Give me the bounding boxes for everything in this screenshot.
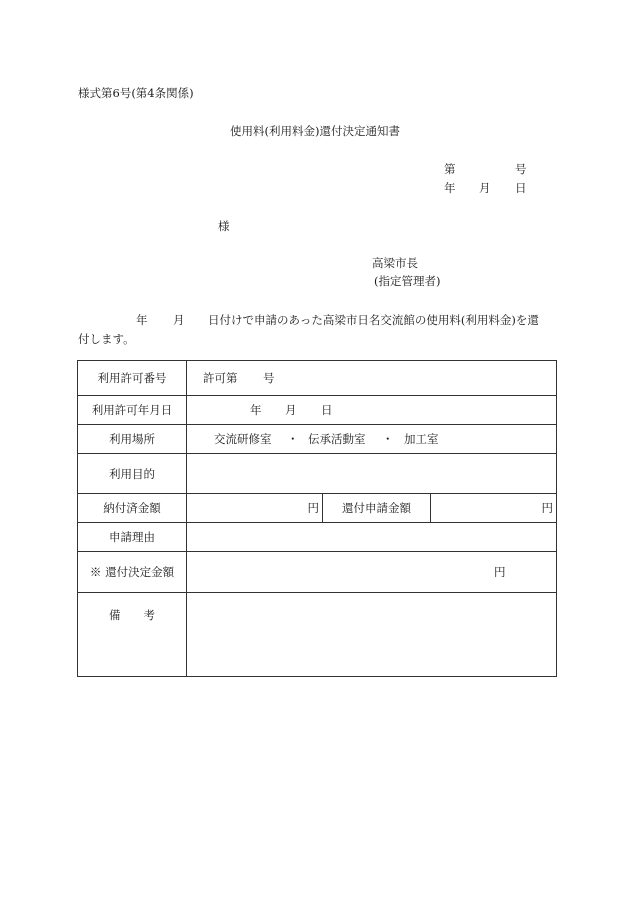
document-number [444,161,527,177]
place-field [187,425,557,454]
permit-number-suffix: 号 [263,371,275,385]
place-option-2[interactable]: 伝承活動室 [308,432,366,446]
permit-date-field[interactable] [187,396,557,425]
issuer-role: (指定管理者) [374,274,441,288]
form-number: 様式第6号(第4条関係) [78,86,194,100]
paid-amount-unit: 円 [307,501,319,515]
refund-request-field[interactable] [431,494,557,523]
row-reason [78,523,557,552]
refund-decision-label: ※ 還付決定金額 [78,552,187,593]
refund-request-label: 還付申請金額 [323,494,431,523]
notification-table [77,360,557,677]
paid-amount-field[interactable] [187,494,323,523]
row-permit-number [78,361,557,396]
place-label: 利用場所 [78,425,187,454]
refund-request-unit: 円 [541,501,554,515]
row-purpose [78,454,557,494]
body-line-1-text: 日付けで申請のあった高梁市日名交流館の使用料(利用料金)を還 [208,313,539,327]
number-prefix: 第 [444,162,456,176]
date-day: 日 [515,181,527,195]
date-month: 月 [479,181,491,195]
issuer-name: 高梁市長 [372,256,418,270]
body-text [78,311,556,349]
place-option-3[interactable]: 加工室 [404,432,439,446]
row-refund-decision [78,552,557,593]
purpose-label: 利用目的 [78,454,187,494]
permit-date-year: 年 [250,403,262,417]
paid-amount-label: 納付済金額 [78,494,187,523]
refund-decision-unit: 円 [494,565,506,579]
permit-number-prefix: 許可第 [203,371,238,385]
remarks-label: 備 考 [78,593,187,677]
permit-date-day: 日 [321,403,333,417]
remarks-field[interactable] [187,593,557,677]
row-amounts [78,494,557,523]
permit-date-label: 利用許可年月日 [78,396,187,425]
document-date [444,180,527,196]
permit-number-label: 利用許可番号 [78,361,187,396]
refund-decision-field[interactable] [187,552,557,593]
reason-label: 申請理由 [78,523,187,552]
body-line-2: 付します。 [78,332,135,346]
place-separator-2: ・ [382,432,394,446]
row-permit-date [78,396,557,425]
row-place [78,425,557,454]
body-year: 年 [136,313,148,327]
reason-field[interactable] [187,523,557,552]
number-suffix: 号 [515,162,527,176]
date-year: 年 [444,181,456,195]
body-month: 月 [173,313,185,327]
document-title: 使用料(利用料金)還付決定通知書 [230,124,400,138]
place-separator-1: ・ [287,432,299,446]
addressee: 様 [218,219,230,233]
permit-number-field[interactable] [187,361,557,396]
body-line-1 [78,311,556,330]
purpose-field[interactable] [187,454,557,494]
row-remarks [78,593,557,677]
permit-date-month: 月 [285,403,297,417]
place-option-1[interactable]: 交流研修室 [214,432,272,446]
